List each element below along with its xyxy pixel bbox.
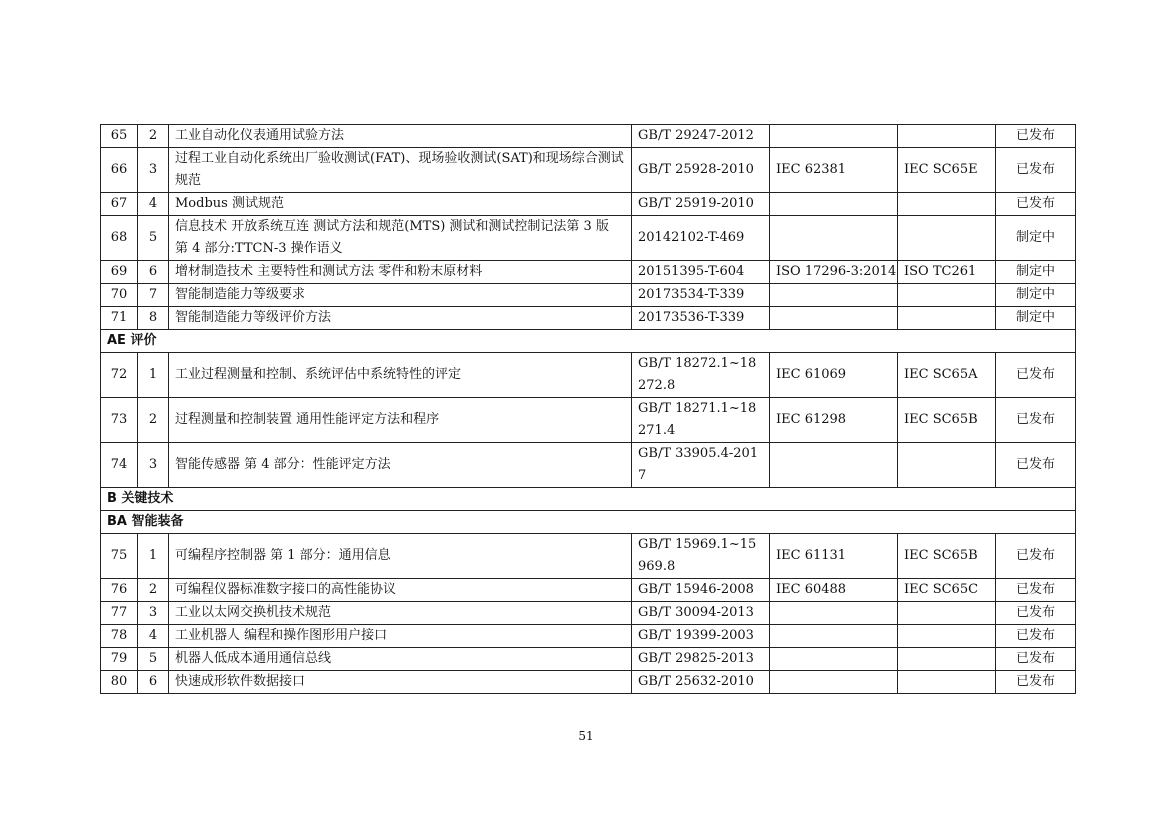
status: 已发布 [996, 579, 1076, 602]
standard-code: GB/T 25632-2010 [632, 671, 770, 694]
row-number: 78 [101, 625, 138, 648]
sub-number: 3 [138, 602, 169, 625]
row-number: 73 [101, 398, 138, 443]
table-body [101, 125, 1076, 694]
international-standard [770, 193, 898, 216]
status: 已发布 [996, 602, 1076, 625]
standard-name: 可编程仪器标准数字接口的高性能协议 [169, 579, 632, 602]
standard-name: 过程测量和控制装置 通用性能评定方法和程序 [169, 398, 632, 443]
status: 已发布 [996, 671, 1076, 694]
standard-code: 20173534-T-339 [632, 284, 770, 307]
standards-table [100, 124, 1076, 694]
section-row [101, 330, 1076, 353]
row-number: 79 [101, 648, 138, 671]
standard-name: 工业以太网交换机技术规范 [169, 602, 632, 625]
international-standard [770, 307, 898, 330]
status: 已发布 [996, 125, 1076, 148]
international-standard [770, 648, 898, 671]
status: 制定中 [996, 216, 1076, 261]
table-row [101, 625, 1076, 648]
international-org [898, 125, 996, 148]
international-standard: IEC 62381 [770, 148, 898, 193]
sub-number: 8 [138, 307, 169, 330]
sub-number: 7 [138, 284, 169, 307]
table-row [101, 534, 1076, 579]
sub-number: 4 [138, 625, 169, 648]
row-number: 69 [101, 261, 138, 284]
section-label: AE 评价 [101, 330, 1076, 353]
status: 制定中 [996, 307, 1076, 330]
table-row [101, 443, 1076, 488]
table-row [101, 148, 1076, 193]
sub-number: 3 [138, 148, 169, 193]
row-number: 68 [101, 216, 138, 261]
international-standard [770, 216, 898, 261]
international-standard: IEC 61131 [770, 534, 898, 579]
international-org: IEC SC65B [898, 398, 996, 443]
standard-name: 可编程序控制器 第 1 部分：通用信息 [169, 534, 632, 579]
standard-code: GB/T 25919-2010 [632, 193, 770, 216]
row-number: 72 [101, 353, 138, 398]
table-row [101, 579, 1076, 602]
table-row [101, 602, 1076, 625]
section-label: BA 智能装备 [101, 511, 1076, 534]
row-number: 66 [101, 148, 138, 193]
status: 制定中 [996, 284, 1076, 307]
international-org: ISO TC261 [898, 261, 996, 284]
international-standard [770, 625, 898, 648]
status: 已发布 [996, 353, 1076, 398]
international-standard: ISO 17296-3:2014 [770, 261, 898, 284]
international-standard [770, 125, 898, 148]
sub-number: 6 [138, 671, 169, 694]
standard-code: GB/T 19399-2003 [632, 625, 770, 648]
table-row [101, 216, 1076, 261]
international-standard: IEC 60488 [770, 579, 898, 602]
status: 已发布 [996, 148, 1076, 193]
standard-code: 20151395-T-604 [632, 261, 770, 284]
row-number: 80 [101, 671, 138, 694]
standard-name: 过程工业自动化系统出厂验收测试(FAT)、现场验收测试(SAT)和现场综合测试规范 [169, 148, 632, 193]
row-number: 65 [101, 125, 138, 148]
sub-number: 5 [138, 648, 169, 671]
table-row [101, 125, 1076, 148]
sub-number: 1 [138, 353, 169, 398]
row-number: 76 [101, 579, 138, 602]
international-standard: IEC 61298 [770, 398, 898, 443]
row-number: 75 [101, 534, 138, 579]
status: 已发布 [996, 443, 1076, 488]
international-standard [770, 284, 898, 307]
table-row [101, 307, 1076, 330]
sub-number: 6 [138, 261, 169, 284]
international-org [898, 648, 996, 671]
international-org: IEC SC65C [898, 579, 996, 602]
international-org [898, 193, 996, 216]
standard-name: 增材制造技术 主要特性和测试方法 零件和粉末原材料 [169, 261, 632, 284]
standard-code: GB/T 15969.1~15969.8 [632, 534, 770, 579]
standard-code: GB/T 29825-2013 [632, 648, 770, 671]
standard-code: GB/T 29247-2012 [632, 125, 770, 148]
international-org: IEC SC65E [898, 148, 996, 193]
standard-code: GB/T 33905.4-2017 [632, 443, 770, 488]
sub-number: 3 [138, 443, 169, 488]
standard-name: 工业自动化仪表通用试验方法 [169, 125, 632, 148]
international-org: IEC SC65B [898, 534, 996, 579]
status: 已发布 [996, 193, 1076, 216]
standard-code: 20173536-T-339 [632, 307, 770, 330]
standard-code: 20142102-T-469 [632, 216, 770, 261]
status: 制定中 [996, 261, 1076, 284]
table-row [101, 193, 1076, 216]
sub-number: 2 [138, 125, 169, 148]
standard-code: GB/T 18271.1~18271.4 [632, 398, 770, 443]
international-standard [770, 602, 898, 625]
standard-code: GB/T 25928-2010 [632, 148, 770, 193]
row-number: 77 [101, 602, 138, 625]
row-number: 67 [101, 193, 138, 216]
sub-number: 1 [138, 534, 169, 579]
international-org [898, 443, 996, 488]
section-row [101, 488, 1076, 511]
sub-number: 4 [138, 193, 169, 216]
international-org [898, 216, 996, 261]
section-label: B 关键技术 [101, 488, 1076, 511]
status: 已发布 [996, 625, 1076, 648]
standard-name: Modbus 测试规范 [169, 193, 632, 216]
sub-number: 5 [138, 216, 169, 261]
international-standard: IEC 61069 [770, 353, 898, 398]
section-row [101, 511, 1076, 534]
sub-number: 2 [138, 398, 169, 443]
standard-name: 智能传感器 第 4 部分：性能评定方法 [169, 443, 632, 488]
table-row [101, 353, 1076, 398]
status: 已发布 [996, 398, 1076, 443]
standard-code: GB/T 30094-2013 [632, 602, 770, 625]
status: 已发布 [996, 648, 1076, 671]
table-row [101, 284, 1076, 307]
status: 已发布 [996, 534, 1076, 579]
standard-name: 智能制造能力等级评价方法 [169, 307, 632, 330]
standard-name: 智能制造能力等级要求 [169, 284, 632, 307]
standard-name: 工业机器人 编程和操作图形用户接口 [169, 625, 632, 648]
table-row [101, 648, 1076, 671]
table-row [101, 261, 1076, 284]
table-row [101, 398, 1076, 443]
international-org [898, 625, 996, 648]
standard-name: 机器人低成本通用通信总线 [169, 648, 632, 671]
row-number: 71 [101, 307, 138, 330]
sub-number: 2 [138, 579, 169, 602]
standard-name: 信息技术 开放系统互连 测试方法和规范(MTS) 测试和测试控制记法第 3 版 第 4 部分:TTCN-3 操作语义 [169, 216, 632, 261]
row-number: 74 [101, 443, 138, 488]
international-org [898, 284, 996, 307]
page-number: 51 [578, 729, 594, 743]
standard-name: 工业过程测量和控制、系统评估中系统特性的评定 [169, 353, 632, 398]
international-standard [770, 671, 898, 694]
row-number: 70 [101, 284, 138, 307]
standard-code: GB/T 15946-2008 [632, 579, 770, 602]
standard-name: 快速成形软件数据接口 [169, 671, 632, 694]
international-org [898, 307, 996, 330]
international-standard [770, 443, 898, 488]
international-org [898, 671, 996, 694]
standard-code: GB/T 18272.1~18272.8 [632, 353, 770, 398]
international-org: IEC SC65A [898, 353, 996, 398]
international-org [898, 602, 996, 625]
table-row [101, 671, 1076, 694]
